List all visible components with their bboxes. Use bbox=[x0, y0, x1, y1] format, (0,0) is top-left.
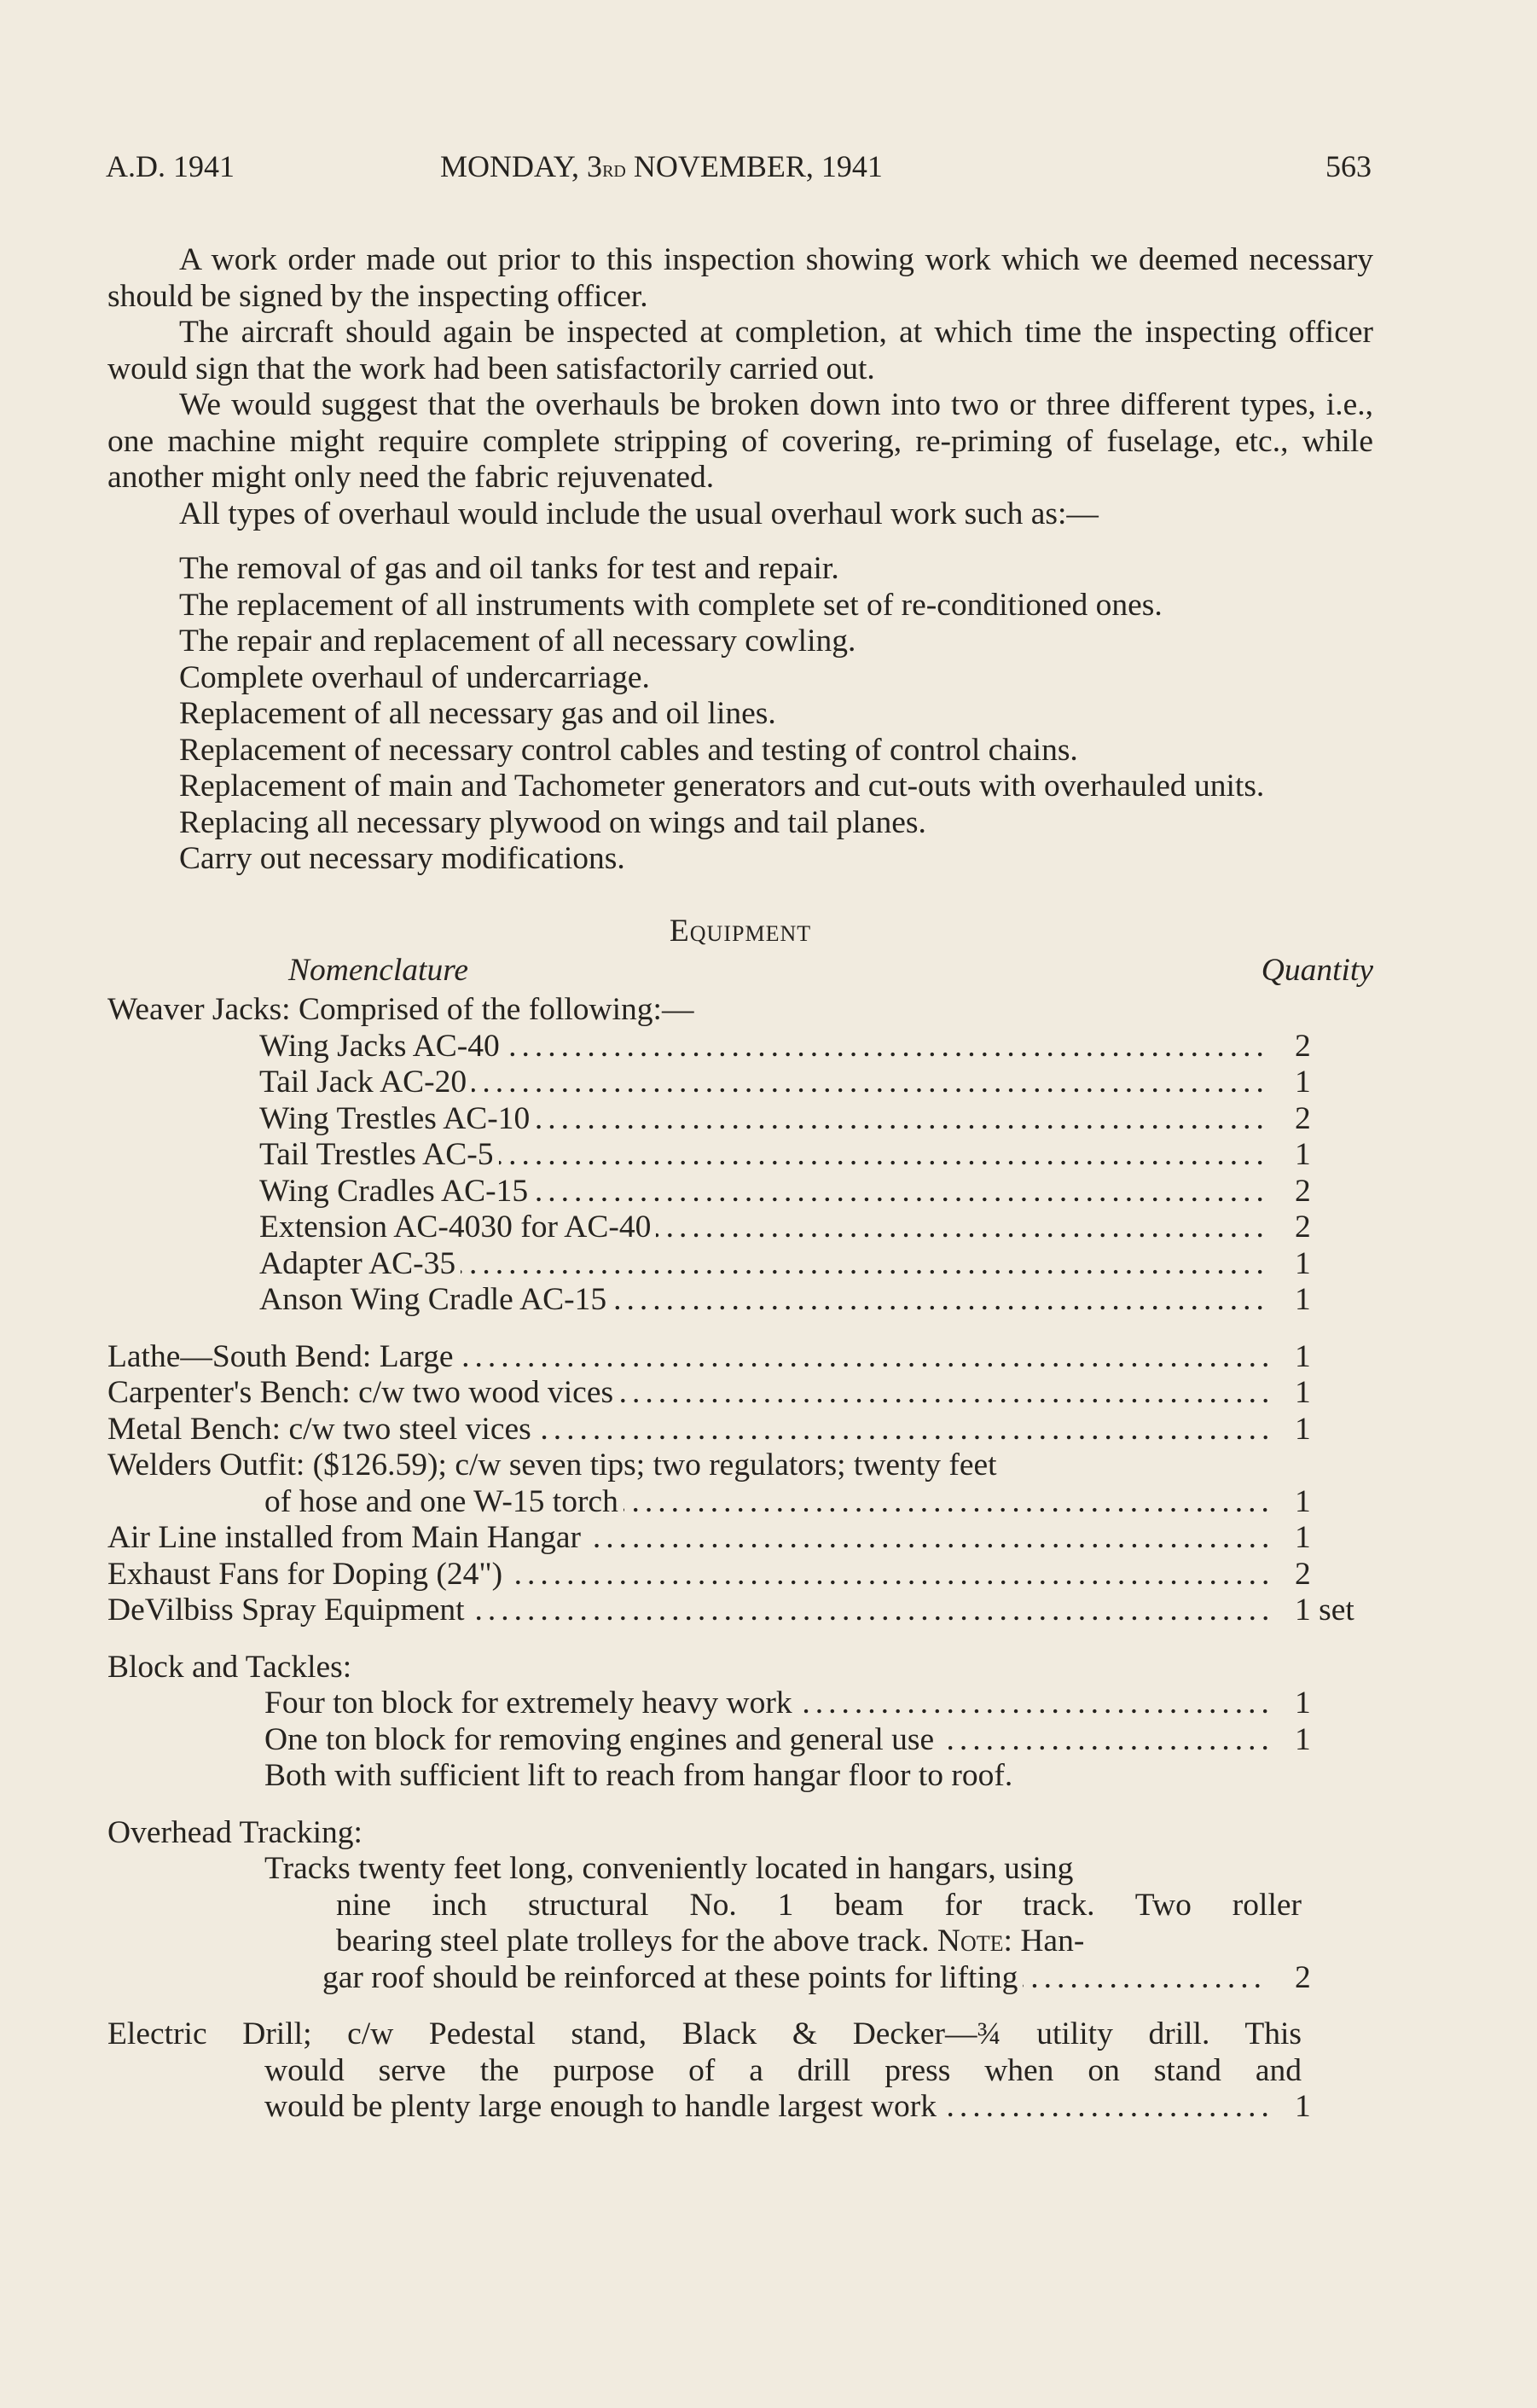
item-name: Adapter AC-35 bbox=[259, 1246, 461, 1283]
header-year: A.D. 1941 bbox=[106, 149, 235, 183]
paragraph: The aircraft should again be inspected at completion, at which time the inspecting officer would sign that the work had been satisfactorily carried out. bbox=[107, 315, 1373, 386]
list-item: The replacement of all instruments with complete set of re-conditioned ones. bbox=[179, 587, 1163, 623]
item-quantity: 2 bbox=[1295, 1556, 1311, 1592]
item-quantity: 1 bbox=[1295, 1411, 1311, 1447]
list-item: Carry out necessary modifications. bbox=[179, 841, 625, 876]
equipment-title: Equipment bbox=[669, 913, 812, 949]
overhead-line: Tracks twenty feet long, conveniently located in hangars, using bbox=[264, 1851, 1074, 1886]
item-quantity: 1 bbox=[1295, 1338, 1311, 1374]
item-quantity: 2 bbox=[1295, 1959, 1311, 1995]
tool-items-2 bbox=[107, 1520, 1373, 1629]
item-name: Tail Trestles AC-5 bbox=[259, 1137, 499, 1174]
list-item: Complete overhaul of undercarriage. bbox=[179, 659, 650, 695]
item-name: DeVilbiss Spray Equipment bbox=[107, 1593, 470, 1629]
item-quantity: 1 set bbox=[1295, 1593, 1354, 1628]
quantity-header: Quantity bbox=[1261, 953, 1373, 988]
list-item: The removal of gas and oil tanks for test and repair. bbox=[179, 551, 839, 586]
column-headers bbox=[107, 953, 1373, 992]
nomenclature-header: Nomenclature bbox=[288, 953, 469, 988]
item-quantity: 2 bbox=[1295, 1100, 1311, 1136]
item-name: Metal Bench: c/w two steel vices bbox=[107, 1412, 536, 1448]
item-quantity: 2 bbox=[1295, 1028, 1311, 1064]
item-name: Four ton block for extremely heavy work bbox=[264, 1686, 798, 1722]
table-row bbox=[107, 1557, 1373, 1593]
paragraph: A work order made out prior to this inspection showing work which we deemed necessary should be signed by the inspecting officer. bbox=[107, 242, 1373, 314]
overhead-line: bearing steel plate trolleys for the above track. Note: Han- bbox=[336, 1923, 1085, 1958]
item-quantity: 1 bbox=[1295, 1245, 1311, 1281]
item-name: Anson Wing Cradle AC-15 bbox=[259, 1282, 612, 1319]
table-row bbox=[107, 1593, 1373, 1629]
table-row bbox=[107, 1029, 1373, 1065]
welders-line-1: Welders Outfit: ($126.59); c/w seven tips; two regulators; twenty feet bbox=[107, 1448, 997, 1483]
paragraph: We would suggest that the overhauls be broken down into two or three different types, i.e., one machine might require complete stripping of covering, re-priming of fuselage, etc., while another might only need the fabric rejuvenated. bbox=[107, 387, 1373, 495]
table-row bbox=[107, 1412, 1373, 1448]
page-body bbox=[107, 242, 1373, 2126]
table-row bbox=[107, 1686, 1373, 1722]
item-quantity: 2 bbox=[1295, 1210, 1311, 1245]
item-quantity: 1 bbox=[1295, 1686, 1311, 1720]
item-name: One ton block for removing engines and general use bbox=[264, 1722, 939, 1759]
table-row bbox=[107, 1137, 1373, 1174]
list-item: Replacement of all necessary gas and oil lines. bbox=[179, 696, 776, 731]
running-header bbox=[106, 148, 1372, 186]
item-name: gar roof should be reinforced at these points for lifting bbox=[322, 1960, 1023, 1997]
item-name: Wing Trestles AC-10 bbox=[259, 1101, 535, 1138]
page-number: 563 bbox=[1325, 149, 1372, 183]
overhead-line: nine inch structural No. 1 beam for track. Two roller bbox=[336, 1887, 1302, 1923]
item-name: Wing Jacks AC-40 bbox=[259, 1029, 505, 1065]
list-item: Replacement of main and Tachometer generators and cut-outs with overhauled units. bbox=[179, 769, 1265, 804]
block-items bbox=[107, 1686, 1373, 1758]
item-name: of hose and one W-15 torch bbox=[264, 1484, 624, 1521]
table-row bbox=[107, 1375, 1373, 1412]
table-row bbox=[107, 1174, 1373, 1210]
list-item: Replacement of necessary control cables and testing of control chains. bbox=[179, 732, 1078, 768]
item-quantity: 1 bbox=[1295, 1065, 1311, 1100]
item-name: Tail Jack AC-20 bbox=[259, 1065, 472, 1101]
item-name: Air Line installed from Main Hangar bbox=[107, 1520, 586, 1557]
table-row bbox=[107, 1339, 1373, 1376]
item-name: Extension AC-4030 for AC-40 bbox=[259, 1210, 656, 1246]
item-quantity: 1 bbox=[1295, 1282, 1311, 1317]
item-quantity: 1 bbox=[1295, 1375, 1311, 1410]
table-row bbox=[107, 1101, 1373, 1138]
item-quantity: 1 bbox=[1295, 1721, 1311, 1757]
item-quantity: 1 bbox=[1295, 1520, 1311, 1555]
item-name: Exhaust Fans for Doping (24") bbox=[107, 1557, 508, 1593]
work-item-list bbox=[107, 551, 1373, 878]
block-heading: Block and Tackles: bbox=[107, 1649, 352, 1685]
item-quantity: 1 bbox=[1295, 2089, 1311, 2124]
item-name: would be plenty large enough to handle largest work bbox=[264, 2089, 942, 2126]
item-name: Lathe—South Bend: Large bbox=[107, 1339, 458, 1376]
item-quantity: 1 bbox=[1295, 1137, 1311, 1172]
table-row bbox=[107, 1722, 1373, 1759]
table-row bbox=[107, 1960, 1373, 1997]
table-row bbox=[107, 1210, 1373, 1246]
item-quantity: 2 bbox=[1295, 1173, 1311, 1209]
drill-line: Electric Drill; c/w Pedestal stand, Black & Decker—¾ utility drill. This bbox=[107, 2016, 1302, 2051]
item-quantity: 1 bbox=[1295, 1483, 1311, 1519]
drill-line: would serve the purpose of a drill press when on stand and bbox=[264, 2052, 1302, 2088]
item-name: Wing Cradles AC-15 bbox=[259, 1174, 533, 1210]
block-note: Both with sufficient lift to reach from hangar floor to roof. bbox=[264, 1758, 1013, 1793]
table-row bbox=[107, 1484, 1373, 1521]
list-item: Replacing all necessary plywood on wings and tail planes. bbox=[179, 804, 926, 840]
table-row bbox=[107, 2089, 1373, 2126]
table-row bbox=[107, 1246, 1373, 1283]
tool-items bbox=[107, 1339, 1373, 1448]
header-date: MONDAY, 3rd NOVEMBER, 1941 bbox=[440, 149, 883, 183]
weaver-heading: Weaver Jacks: Comprised of the following:— bbox=[107, 992, 694, 1027]
table-row bbox=[107, 1065, 1373, 1101]
paragraph: All types of overhaul would include the usual overhaul work such as:— bbox=[179, 496, 1099, 531]
overhead-heading: Overhead Tracking: bbox=[107, 1814, 362, 1850]
table-row bbox=[107, 1282, 1373, 1319]
list-item: The repair and replacement of all necessary cowling. bbox=[179, 624, 856, 659]
item-name: Carpenter's Bench: c/w two wood vices bbox=[107, 1375, 618, 1412]
table-row bbox=[107, 1520, 1373, 1557]
weaver-items bbox=[107, 1029, 1373, 1319]
